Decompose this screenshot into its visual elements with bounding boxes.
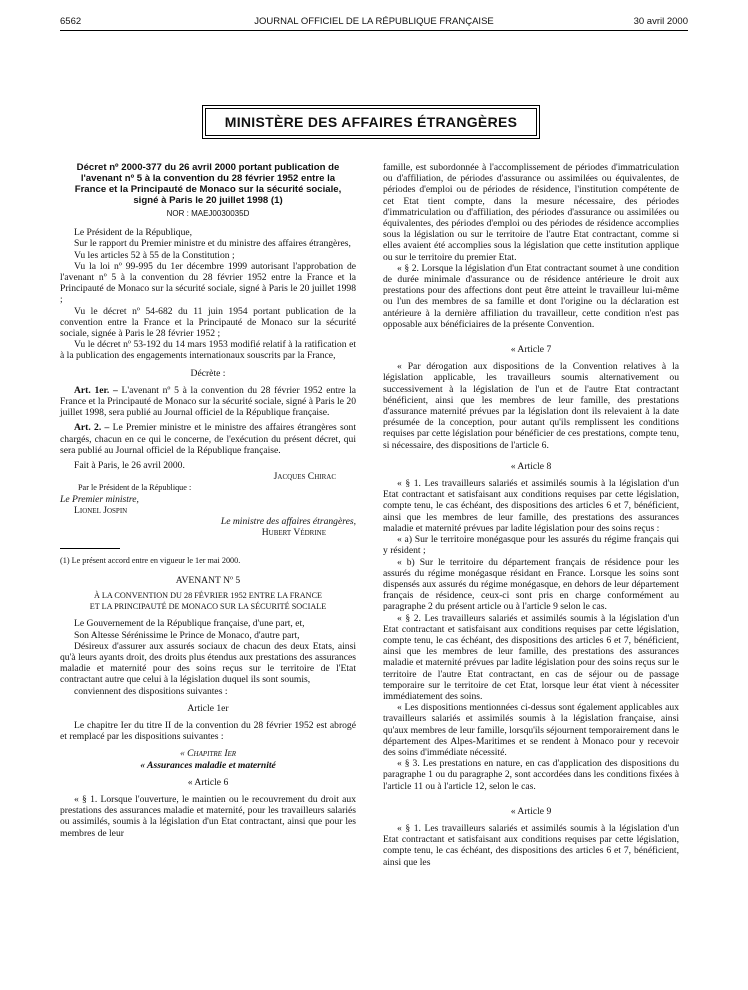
- decree-title: Décret nº 2000-377 du 26 avril 2000 portant publication de l'avenant nº 5 à la convention du 28 février 1952 entre la France et la Principauté de Monaco sur la sécurité sociale, signé à Paris le 20 juillet 1998 (1): [74, 162, 342, 206]
- article-text: famille, est subordonnée à l'accomplissement de périodes d'immatriculation ou d'affiliation, de périodes d'assurance ou assimilées ou équivalentes, de périodes d'emploi ou de périodes de résidence, l'institution compétente de cet Etat tient compte, dans la mesure nécessaire, des périodes d'immatriculation ou d'affiliation, des périodes d'assurance ou assimilées ou équivalentes, des périodes d'emploi ou des périodes de résidence accomplies sous la législation ou sur le territoire de l'autre Etat contractant, comme si elles avaient été accomplies sous la législation que cette institution applique ou sur le territoire du premier Etat.: [383, 162, 679, 263]
- left-column: [60, 162, 356, 839]
- article-title: « Article 9: [510, 805, 552, 817]
- article-text: « Par dérogation aux dispositions de la Convention relatives à la législation applicable, les travailleurs soumis alternativement ou successivement à la législation de l'un et de l'autre Etat contractant bénéficient, ainsi que les membres de leur famille, des prestations d'assurance maternité prévues par la législation dont ils relevaient à la date présumée de la conception, pour autant qu'ils remplissent les conditions requises par cette législation pour bénéficier de ces prestations, compte tenu, si nécessaire, des dispositions de l'article 6.: [383, 361, 679, 451]
- vu-paragraph: Vu les articles 52 à 55 de la Constitution ;: [74, 249, 235, 261]
- article-text: « § 2. Les travailleurs salariés et assimilés soumis à la législation d'un Etat contractant et satisfaisant aux conditions requises par cette législation, compte tenu, le cas échéant, des dispositions des articles 6 et 7, bénéficient, ainsi que les membres de leur famille, des prestations des assurances maladie et maternité prévues par ladite législation pour des soins reçus sur le territoire de l'autre Etat contractant, en cas de séjour ou de passage temporaire sur le territoire de cet Etat, lorsque leur état vient à nécessiter immédiatement des soins.: [383, 612, 679, 702]
- chapter-subtitle: « Assurances maladie et maternité: [140, 759, 276, 771]
- journal-title: JOURNAL OFFICIEL DE LA RÉPUBLIQUE FRANÇAISE: [254, 16, 494, 27]
- article-text: « § 1. Lorsque l'ouverture, le maintien ou le recouvrement du droit aux prestations des assurances maladie et maternité, pour les travailleurs salariés ou assimilés, soumis à la législation d'un Etat contractant, ainsi que pour les membres de leur: [60, 793, 356, 839]
- vu-paragraph: Vu la loi nº 99-995 du 1er décembre 1999 autorisant l'approbation de l'avenant nº 5 à la convention du 28 février 1952 entre la France et la Principauté de Monaco sur la sécurité sociale, signé à Paris le 20 juillet 1998 ;: [60, 260, 356, 306]
- decrete-line: Décrète :: [190, 367, 226, 379]
- footnote: (1) Le présent accord entre en vigueur le 1er mai 2000.: [60, 556, 241, 566]
- avenant-paragraph: Désireux d'assurer aux assurés sociaux de chacun des deux Etats, ainsi qu'à leurs ayants droit, des droits plus étendus aux prestations des assurances maladie et maternité pour des soins reçus sur le territoire de l'Etat contractant autre que celui à la législation duquel ils sont soumis,: [60, 640, 356, 686]
- avenant-paragraph: Le Gouvernement de la République française, d'une part, et,: [74, 618, 305, 630]
- right-column: [383, 162, 679, 868]
- article-text: Le Premier ministre et le ministre des affaires étrangères sont chargés, chacun en ce qui le concerne, de l'exécution du présent décret, qui sera publié au Journal officiel de la République française.: [60, 422, 356, 456]
- signature-president: Jacques Chirac: [273, 471, 336, 483]
- article-text: « a) Sur le territoire monégasque pour les assurés du régime français qui y résident ;: [383, 534, 679, 557]
- chapter-title: « Chapitre Ier: [179, 748, 237, 760]
- ministre-title: Le ministre des affaires étrangères,: [220, 516, 356, 528]
- par-le-president: Par le Président de la République :: [78, 483, 192, 493]
- article-label: Art. 2. –: [74, 422, 110, 434]
- article-title: « Article 6: [187, 776, 229, 788]
- page-header: [60, 14, 688, 31]
- article-title: « Article 8: [510, 460, 552, 472]
- premier-ministre-title: Le Premier ministre,: [60, 493, 139, 505]
- ministry-heading: MINISTÈRE DES AFFAIRES ÉTRANGÈRES: [205, 108, 537, 136]
- article-label: Art. 1er. –: [74, 384, 118, 396]
- page-number: 6562: [60, 16, 82, 27]
- avenant-subtitle: ET LA PRINCIPAUTÉ DE MONACO SUR LA SÉCURITÉ SOCIALE: [89, 602, 327, 612]
- article-text: « § 2. Lorsque la législation d'un Etat contractant soumet à une condition de durée minimale d'assurance ou de résidence antérieure le droit aux prestations pour des affections dont peut être atteint le travailleur lui-même ou l'un des membres de sa famille et dont l'origine ou la déclaration est antérieure à la dernière affiliation du travailleur, cette condition n'est pas opposable aux bénéficiaires de la présente Convention.: [383, 262, 679, 330]
- article-text: « b) Sur le territoire du département français de résidence pour les assurés du régime monégasque résidant en France. Lorsque les soins sont dispensés aux assurés du régime monégasque, en dehors de leur département français de résidence, ceux-ci sont pris en charge conformément au paragraphe 2 du présent article ou à l'article 9 selon le cas.: [383, 556, 679, 613]
- article-title: Article 1er: [187, 702, 229, 714]
- article-text: « § 3. Les prestations en nature, en cas d'application des dispositions du paragraphe 1 ou du paragraphe 2, sont accordées dans les conditions fixées à l'article 11 ou à l'article 12, selon le cas.: [383, 758, 679, 792]
- fait-line: Fait à Paris, le 26 avril 2000.: [74, 460, 185, 472]
- rapport-paragraph: Sur le rapport du Premier ministre et du ministre des affaires étrangères,: [74, 238, 351, 250]
- avenant-paragraph: conviennent des dispositions suivantes :: [74, 685, 228, 697]
- article-text: « § 1. Les travailleurs salariés et assimilés soumis à la législation d'un Etat contractant et satisfaisant aux conditions requises par cette législation, compte tenu, le cas échéant, des dispositions des articles 6 et 7, bénéficient, ainsi que les membres de leur famille, des prestations des assurances maladie et maternité prévues par ladite législation pour des soins reçus :: [383, 478, 679, 534]
- article-title: « Article 7: [510, 344, 552, 356]
- president-line: Le Président de la République,: [74, 227, 193, 239]
- ministre-name: Hubert Védrine: [261, 527, 326, 539]
- article-text: « § 1. Les travailleurs salariés et assimilés soumis à la législation d'un Etat contractant et satisfaisant aux conditions requises par cette législation, compte tenu, le cas échéant, des dispositions des articles 6 et 7, bénéficient, ainsi que les: [383, 822, 679, 868]
- avenant-subtitle: À LA CONVENTION DU 28 FÉVRIER 1952 ENTRE LA FRANCE: [93, 590, 323, 600]
- nor-reference: NOR : MAEJ0030035D: [166, 209, 250, 218]
- article-text: L'avenant nº 5 à la convention du 28 février 1952 entre la France et la Principauté de Monaco sur la sécurité sociale, signé à Paris le 20 juillet 1998, sera publié au Journal officiel de la République française.: [60, 384, 356, 419]
- avenant-paragraph: Son Altesse Sérénissime le Prince de Monaco, d'autre part,: [74, 629, 300, 641]
- article-text: Le chapitre Ier du titre II de la convention du 28 février 1952 est abrogé et remplacé par les dispositions suivantes :: [60, 719, 356, 743]
- avenant-title: AVENANT Nº 5: [175, 574, 241, 586]
- footnote-divider: [60, 548, 120, 549]
- premier-ministre-name: Lionel Jospin: [74, 504, 128, 516]
- issue-date: 30 avril 2000: [633, 16, 688, 27]
- vu-paragraph: Vu le décret nº 53-192 du 14 mars 1953 modifié relatif à la ratification et à la publication des engagements internationaux souscrits par la France,: [60, 339, 356, 362]
- vu-paragraph: Vu le décret nº 54-682 du 11 juin 1954 portant publication de la convention entre la France et la Principauté de Monaco sur la sécurité sociale, signée à Paris le 28 février 1952 ;: [60, 305, 356, 340]
- article-text: « Les dispositions mentionnées ci-dessus sont également applicables aux travailleurs salariés et assimilés soumis à la législation française, ainsi qu'aux membres de leur famille, lorsqu'ils séjournent temporairement dans le département des Alpes-Maritimes et se rendent à Monaco pour y recevoir des soins d'immédiate nécessité.: [383, 702, 679, 758]
